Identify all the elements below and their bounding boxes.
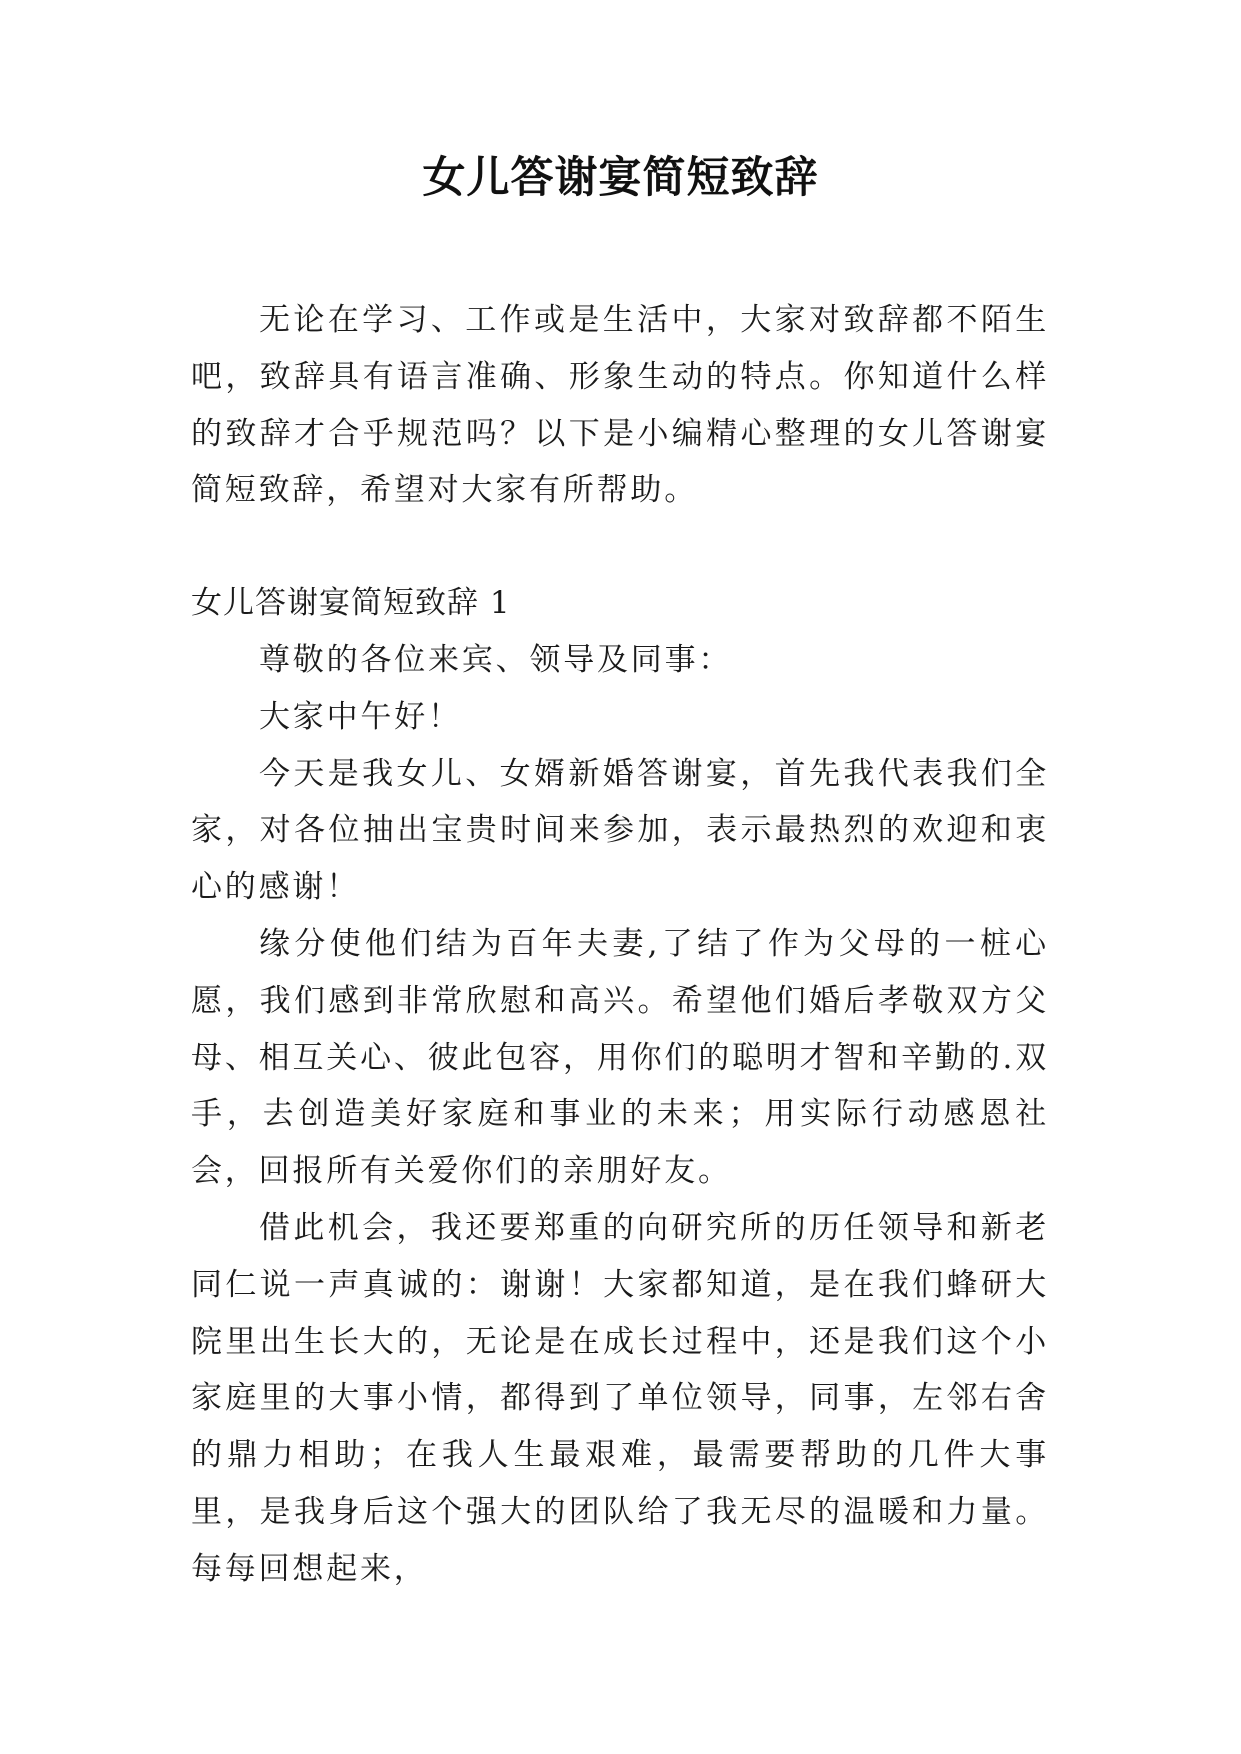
document-title: 女儿答谢宴简短致辞 <box>422 153 819 203</box>
salutation-paragraph: 尊敬的各位来宾、领导及同事： <box>259 641 733 678</box>
section-heading: 女儿答谢宴简短致辞 1 <box>191 585 511 622</box>
greeting-paragraph: 大家中午好！ <box>259 698 462 735</box>
body-paragraph: 今天是我女儿、女婿新婚答谢宴，首先我代表我们全家，对各位抽出宝贵时间来参加，表示最热烈的欢迎和衷心的感谢！ <box>191 755 1049 906</box>
intro-paragraph: 无论在学习、工作或是生活中，大家对致辞都不陌生吧，致辞具有语言准确、形象生动的特点。你知道什么样的致辞才合乎规范吗？以下是小编精心整理的女儿答谢宴简短致辞，希望对大家有所帮助。 <box>191 302 1049 509</box>
body-paragraph: 缘分使他们结为百年夫妻,了结了作为父母的一桩心愿，我们感到非常欣慰和高兴。希望他们婚后孝敬双方父母、相互关心、彼此包容，用你们的聪明才智和辛勤的.双手，去创造美好家庭和事业的未来；用实际行动感恩社会，回报所有关爱你们的亲朋好友。 <box>191 925 1049 1190</box>
document-body <box>191 292 1049 1598</box>
body-paragraph: 借此机会，我还要郑重的向研究所的历任领导和新老同仁说一声真诚的：谢谢！大家都知道，是在我们蜂研大院里出生长大的，无论是在成长过程中，还是我们这个小家庭里的大事小情，都得到了单位领导，同事，左邻右舍的鼎力相助；在我人生最艰难，最需要帮助的几件大事里，是我身后这个强大的团队给了我无尽的温暖和力量。每每回想起来， <box>191 1209 1049 1587</box>
paragraph-gap <box>191 519 1049 575</box>
